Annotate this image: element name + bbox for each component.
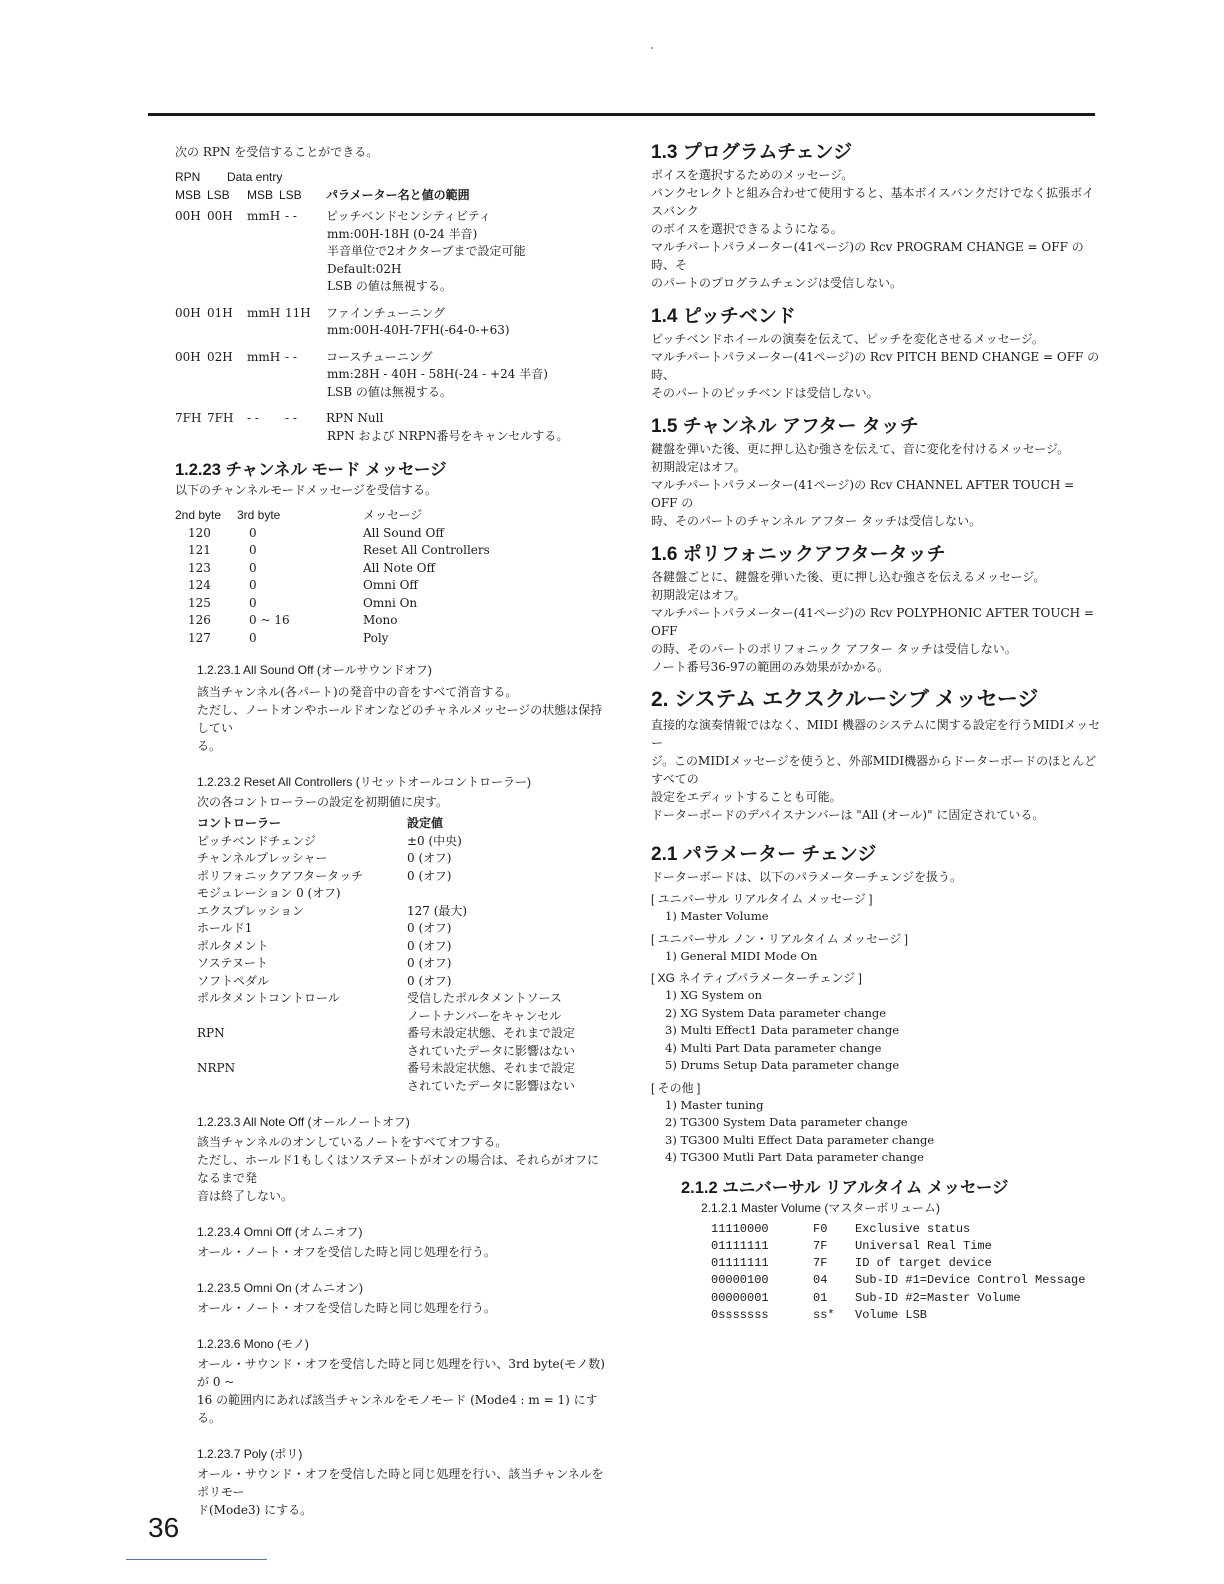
mode-row (175, 595, 605, 613)
mode-message: Poly (363, 630, 389, 645)
text-line: オール・サウンド・オフを受信した時と同じ処理を行い、該当チャンネルをポリモー (197, 1467, 604, 1499)
section-1-6-text (651, 568, 1101, 676)
third-byte: 0 (249, 578, 257, 592)
third-byte-header: 3rd byte (237, 508, 281, 522)
controller-value-line: 0 (オフ) (407, 973, 452, 988)
ctrl-row (197, 920, 605, 938)
sub-2-title: 1.2.23.2 Reset All Controllers (リセットオールコントローラー) (197, 775, 532, 789)
setting-header: 設定値 (407, 816, 444, 830)
controller-value-line: 受信したポルタメントソース (407, 991, 562, 1005)
rpn-msb: 7FH (175, 411, 202, 425)
text-line: オール・サウンド・オフを受信した時と同じ処理を行い、3rd byte(モノ数)が 0 ~ (197, 1357, 605, 1389)
rpn-desc-line: Default:02H (327, 261, 402, 276)
param-change-groups (651, 890, 1101, 1167)
section-1-2-23-title: 1.2.23 チャンネル モード メッセージ (175, 461, 447, 479)
text-line: る。 (197, 739, 222, 753)
controller-value (407, 903, 467, 921)
data-lsb: - - (285, 349, 297, 364)
data-lsb: - - (285, 209, 297, 223)
text-line: 音は終了しない。 (197, 1189, 294, 1203)
group-item: 1) Master Volume (665, 909, 769, 923)
text-line: ドーターボードのデバイスナンバーは "All (オール)" に固定されている。 (651, 808, 1045, 822)
group-item: 2) TG300 System Data parameter change (665, 1115, 908, 1129)
ctrl-row (197, 973, 605, 991)
controller-value-line: 番号未設定状態、それまで設定 (407, 1061, 576, 1075)
sub-1-title: 1.2.23.1 All Sound Off (オールサウンドオフ) (197, 663, 432, 677)
second-byte: 124 (188, 578, 211, 592)
text-line: 直接的な演奏情報ではなく、MIDI 機器のシステムに関する設定を行うMIDIメッセー (651, 718, 1101, 750)
group-title: [ ユニバーサル リアルタイム メッセージ ] (651, 892, 873, 906)
rpn-desc (326, 305, 510, 340)
rpn-msb: 00H (175, 305, 201, 320)
text-line: オール・ノート・オフを受信した時と同じ処理を行う。 (197, 1301, 497, 1315)
controller-value (407, 850, 451, 868)
group-item: 3) TG300 Multi Effect Data parameter change (665, 1132, 935, 1147)
text-line: 設定をエディットすることも可能。 (651, 790, 842, 804)
page-number: 36 (148, 1512, 180, 1543)
rpn-desc-line: RPN および NRPN番号をキャンセルする。 (327, 428, 569, 443)
section-1-3-text (651, 166, 1101, 292)
sub-5-text (197, 1299, 605, 1317)
sub-2-intro: 次の各コントローラーの設定を初期値に戻す。 (197, 795, 449, 809)
controller-value (407, 973, 451, 991)
sysex-hex: F0 (813, 1221, 828, 1236)
rpn-table (175, 208, 605, 445)
text-line: 鍵盤を弾いた後、更に押し込む強さを伝えて、音に変化を付けるメッセージ。 (651, 442, 1070, 456)
mode-row (175, 560, 605, 578)
rpn-desc (326, 349, 548, 402)
rpn-header-label: RPN (175, 170, 201, 184)
text-line: ジ。このMIDIメッセージを使うと、外部MIDI機器からドーターボードのほとんどすべての (651, 754, 1097, 786)
data-entry-header-label: Data entry (227, 170, 283, 184)
rpn-msb: 00H (175, 209, 201, 223)
sysex-row (711, 1238, 1101, 1255)
text-line: ただし、ノートオンやホールドオンなどのチャネルメッセージの状態は保持してい (197, 703, 603, 735)
section-2-1-2 (651, 1177, 1101, 1325)
rpn-lsb: 02H (207, 349, 233, 364)
controller-name: ピッチベンドチェンジ (197, 833, 316, 848)
ctrl-row (197, 1060, 605, 1095)
data-msb: mmH (247, 349, 281, 364)
rpn-desc-line: LSB の値は無視する。 (327, 279, 452, 293)
controller-name: ソステヌート (197, 956, 268, 970)
section-2-title: 2. システム エクスクルーシブ メッセージ (651, 688, 1039, 711)
sub-4-text (197, 1243, 605, 1261)
controller-value (407, 990, 562, 1025)
text-line: 各鍵盤ごとに、鍵盤を弾いた後、更に押し込む強さを伝えるメッセージ。 (651, 570, 1046, 584)
sysex-binary: 01111111 (711, 1256, 769, 1271)
section-1-4-text (651, 330, 1101, 402)
text-line: マルチパートパラメーター(41ページ)の Rcv CHANNEL AFTER TOUCH = OFF の (651, 478, 1075, 510)
sysex-desc: Volume LSB (855, 1307, 928, 1322)
rpn-desc (326, 208, 526, 296)
controller-value-line: ノートナンバーをキャンセル (407, 1008, 562, 1023)
group-item: 3) Multi Effect1 Data parameter change (665, 1023, 900, 1037)
mode-table-header (175, 507, 605, 525)
mode-row (175, 577, 605, 595)
sysex-binary: 0sssssss (711, 1307, 769, 1322)
section-2-text (651, 716, 1101, 824)
param-name-header: パラメーター名と値の範囲 (326, 187, 470, 202)
data-msb: mmH (247, 305, 281, 320)
third-byte: 0 ~ 16 (249, 613, 290, 627)
text-line: オール・ノート・オフを受信した時と同じ処理を行う。 (197, 1245, 497, 1259)
sysex-binary: 01111111 (711, 1238, 769, 1253)
controller-name: ソフトペダル (197, 973, 270, 988)
rpn-desc-line: LSB の値は無視する。 (327, 384, 452, 399)
sysex-hex: ss* (813, 1307, 835, 1322)
sysex-hex: 01 (813, 1290, 828, 1305)
third-byte: 0 (249, 525, 257, 540)
second-byte-header: 2nd byte (175, 508, 222, 522)
third-byte: 0 (249, 543, 257, 557)
controller-name: RPN (197, 1026, 225, 1040)
controller-value-line: 0 (オフ) (407, 956, 452, 970)
sysex-hex: 7F (813, 1238, 828, 1253)
sub-6-text (197, 1355, 605, 1427)
text-line: そのパートのピッチベンドは受信しない。 (651, 386, 879, 400)
rpn-table-header (175, 169, 605, 204)
ctrl-row (197, 903, 605, 921)
sub-1-text (197, 683, 605, 755)
rpn-row (175, 410, 605, 445)
ctrl-row (197, 1025, 605, 1060)
rpn-desc-line: mm:28H - 40H - 58H(-24 - +24 半音) (327, 367, 548, 381)
controller-name: ポリフォニックアフタータッチ (197, 868, 364, 883)
mode-row (175, 630, 605, 648)
text-line: 16 の範囲内にあれば該当チャンネルをモノモード (Mode4 : m = 1) にする。 (197, 1393, 598, 1425)
controller-name: ホールド1 (197, 921, 253, 935)
text-line: 初期設定はオフ。 (651, 588, 746, 602)
rpn-lsb: 01H (207, 305, 233, 320)
controller-value-line: 0 (オフ) (407, 851, 452, 865)
rpn-desc-line: コースチューニング (326, 349, 433, 364)
ctrl-row (197, 850, 605, 868)
ctrl-row (197, 990, 605, 1025)
second-byte: 123 (188, 560, 211, 575)
controller-name: エクスプレッション (197, 903, 305, 918)
data-lsb: - - (285, 411, 297, 425)
msb2-header: MSB (247, 187, 274, 202)
lsb2-header: LSB (279, 187, 302, 202)
text-line: ド(Mode3) にする。 (197, 1503, 313, 1517)
controller-value-line: 127 (最大) (407, 903, 468, 918)
second-byte: 120 (188, 525, 211, 540)
mode-row (175, 542, 605, 560)
rpn-desc-line: 半音単位で2オクターブまで設定可能 (327, 244, 526, 258)
group-item: 5) Drums Setup Data parameter change (665, 1058, 900, 1072)
third-byte: 0 (249, 630, 257, 645)
third-byte: 0 (249, 560, 257, 575)
message-header: メッセージ (363, 508, 423, 522)
text-line: 該当チャンネル(各パート)の発音中の音をすべて消音する。 (197, 685, 518, 699)
sub-7-text (197, 1465, 605, 1519)
text-line: バンクセレクトと組み合わせて使用すると、基本ボイスバンクだけでなく拡張ボイスバンク (651, 186, 1095, 218)
data-msb: mmH (247, 209, 281, 223)
sysex-desc: Exclusive status (855, 1221, 971, 1236)
text-line: のパートのプログラムチェンジは受信しない。 (651, 276, 902, 290)
rpn-desc-line: ファインチューニング (326, 305, 446, 320)
controller-value (407, 833, 462, 851)
ctrl-row (197, 938, 605, 956)
sysex-row (711, 1255, 1101, 1272)
mode-message: Reset All Controllers (363, 543, 490, 557)
second-byte: 121 (188, 543, 211, 557)
text-line: 時、そのパートのチャンネル アフター タッチは受信しない。 (651, 514, 982, 528)
ctrl-row (197, 885, 605, 903)
rpn-row (175, 208, 605, 296)
section-1-2-23-intro: 以下のチャンネルモードメッセージを受信する。 (175, 483, 437, 497)
rpn-lsb: 7FH (207, 411, 234, 425)
left-column (175, 143, 605, 1519)
text-line: マルチパートパラメーター(41ページ)の Rcv PITCH BEND CHANGE = OFF の時、 (651, 350, 1100, 382)
sysex-desc: Universal Real Time (855, 1238, 992, 1253)
controller-name: ポルタメントコントロール (197, 991, 340, 1005)
sub-7-title: 1.2.23.7 Poly (ポリ) (197, 1447, 303, 1461)
controller-value-line: されていたデータに影響はない (407, 1078, 576, 1093)
ctrl-table (197, 833, 605, 1096)
mode-row (175, 612, 605, 630)
group-title: [ XG ネイティブパラメーターチェンジ ] (651, 971, 862, 985)
sysex-row (711, 1290, 1101, 1307)
second-byte: 126 (188, 613, 211, 627)
section-1-4-title: 1.4 ピッチベンド (651, 306, 796, 327)
section-2-1-intro: ドーターボードは、以下のパラメーターチェンジを扱う。 (651, 870, 962, 884)
section-1-5-text (651, 440, 1101, 530)
sysex-row (711, 1221, 1101, 1238)
sysex-desc: Sub-ID #1=Device Control Message (855, 1273, 1086, 1288)
right-column (651, 140, 1101, 1324)
controller-name: ポルタメント (197, 938, 269, 953)
msb-header: MSB (175, 187, 202, 202)
rpn-desc-line: RPN Null (326, 411, 384, 425)
data-msb: - - (247, 411, 259, 425)
rpn-msb: 00H (175, 349, 201, 364)
controller-value-line: されていたデータに影響はない (407, 1043, 576, 1058)
controller-name: NRPN (197, 1061, 236, 1075)
ctrl-row (197, 833, 605, 851)
sub-6-title: 1.2.23.6 Mono (モノ) (197, 1337, 309, 1351)
speck (651, 47, 653, 49)
mode-message: All Note Off (363, 560, 435, 575)
rpn-lsb: 00H (207, 209, 233, 223)
section-2-1-2-1-title: 2.1.2.1 Master Volume (マスターボリューム) (701, 1200, 941, 1215)
third-byte: 0 (249, 595, 257, 610)
second-byte: 127 (188, 630, 211, 645)
controller-value (407, 955, 451, 973)
group-item: 4) TG300 Mutli Part Data parameter change (665, 1150, 924, 1164)
header-rule (148, 113, 1095, 116)
controller-header: コントローラー (197, 816, 282, 830)
mode-message: Omni On (363, 595, 418, 610)
sysex-hex: 7F (813, 1256, 828, 1271)
group-title: [ その他 ] (651, 1080, 701, 1095)
text-line: マルチパートパラメーター(41ページ)の Rcv PROGRAM CHANGE = OFF の時、そ (651, 240, 1084, 272)
section-2-1-2-title: 2.1.2 ユニバーサル リアルタイム メッセージ (681, 1178, 1009, 1197)
group-item: 4) Multi Part Data parameter change (665, 1040, 882, 1055)
sub-3-text (197, 1133, 605, 1205)
sub-4-title: 1.2.23.4 Omni Off (オムニオフ) (197, 1225, 363, 1239)
rpn-row (175, 305, 605, 340)
mode-message: All Sound Off (363, 525, 444, 540)
rpn-desc-line: mm:00H-40H-7FH(-64-0-+63) (327, 323, 510, 337)
controller-value (407, 938, 451, 956)
footer-line (126, 1559, 267, 1560)
data-lsb: 11H (285, 305, 311, 320)
mode-message: Mono (363, 613, 398, 627)
text-line: のボイスを選択できるようになる。 (651, 222, 843, 236)
controller-value (407, 1025, 575, 1060)
controller-value-line: 0 (オフ) (407, 868, 452, 883)
sysex-row (711, 1307, 1101, 1324)
text-line: 初期設定はオフ。 (651, 460, 746, 474)
text-line: ピッチベンドホイールの演奏を伝えて、ピッチを変化させるメッセージ。 (651, 332, 1044, 346)
group-item: 1) General MIDI Mode On (665, 948, 818, 963)
sysex-binary: 11110000 (711, 1221, 769, 1236)
section-2-1-title: 2.1 パラメーター チェンジ (651, 844, 877, 865)
rpn-row (175, 349, 605, 402)
group-title: [ ユニバーサル ノン・リアルタイム メッセージ ] (651, 931, 909, 946)
text-line: マルチパートパラメーター(41ページ)の Rcv POLYPHONIC AFTER TOUCH = OFF (651, 606, 1094, 638)
controller-value (407, 868, 451, 886)
ctrl-table-header (197, 815, 605, 833)
mode-message: Omni Off (363, 578, 418, 592)
sysex-desc: Sub-ID #2=Master Volume (855, 1290, 1021, 1305)
controller-value-line: 番号未設定状態、それまで設定 (407, 1026, 576, 1040)
sysex-hex: 04 (813, 1273, 828, 1288)
group-item: 1) Master tuning (665, 1097, 764, 1112)
rpn-desc (326, 410, 568, 445)
group-item: 2) XG System Data parameter change (665, 1005, 887, 1020)
controller-name: チャンネルプレッシャー (197, 851, 328, 865)
lsb-header: LSB (207, 187, 230, 202)
sysex-table (681, 1221, 1101, 1325)
sysex-row (711, 1272, 1101, 1289)
text-line: ノート番号36-97の範囲のみ効果がかかる。 (651, 660, 890, 674)
section-1-5-title: 1.5 チャンネル アフター タッチ (651, 416, 919, 437)
sysex-binary: 00000001 (711, 1290, 769, 1305)
rpn-desc-line: mm:00H-18H (0-24 半音) (327, 226, 478, 241)
section-1-6-title: 1.6 ポリフォニックアフタータッチ (651, 544, 946, 565)
controller-value-line: ±0 (中央) (407, 833, 462, 848)
second-byte: 125 (188, 595, 211, 610)
mode-table (175, 525, 605, 648)
subsections (175, 661, 605, 1519)
controller-value (407, 1060, 575, 1095)
text-line: の時、そのパートのポリフォニック アフター タッチは受信しない。 (651, 642, 1017, 656)
ctrl-row (197, 868, 605, 886)
sysex-binary: 00000100 (711, 1273, 769, 1288)
controller-name: モジュレーション 0 (オフ) (197, 886, 341, 900)
mode-row (175, 525, 605, 543)
controller-value-line: 0 (オフ) (407, 938, 452, 953)
controller-value (407, 920, 451, 938)
text-line: ボイスを選択するためのメッセージ。 (651, 168, 854, 182)
sysex-desc: ID of target device (855, 1256, 992, 1271)
text-line: ただし、ホールド1もしくはソステヌートがオンの場合は、それらがオフになるまで発 (197, 1153, 599, 1185)
controller-value-line: 0 (オフ) (407, 921, 452, 935)
section-1-3-title: 1.3 プログラムチェンジ (651, 142, 853, 163)
rpn-intro: 次の RPN を受信することができる。 (175, 145, 379, 159)
ctrl-row (197, 955, 605, 973)
sub-5-title: 1.2.23.5 Omni On (オムニオン) (197, 1281, 364, 1295)
sub-3-title: 1.2.23.3 All Note Off (オールノートオフ) (197, 1115, 410, 1129)
group-item: 1) XG System on (665, 988, 763, 1002)
rpn-desc-line: ピッチベンドセンシティビティ (326, 209, 491, 223)
text-line: 該当チャンネルのオンしているノートをすべてオフする。 (197, 1135, 508, 1149)
